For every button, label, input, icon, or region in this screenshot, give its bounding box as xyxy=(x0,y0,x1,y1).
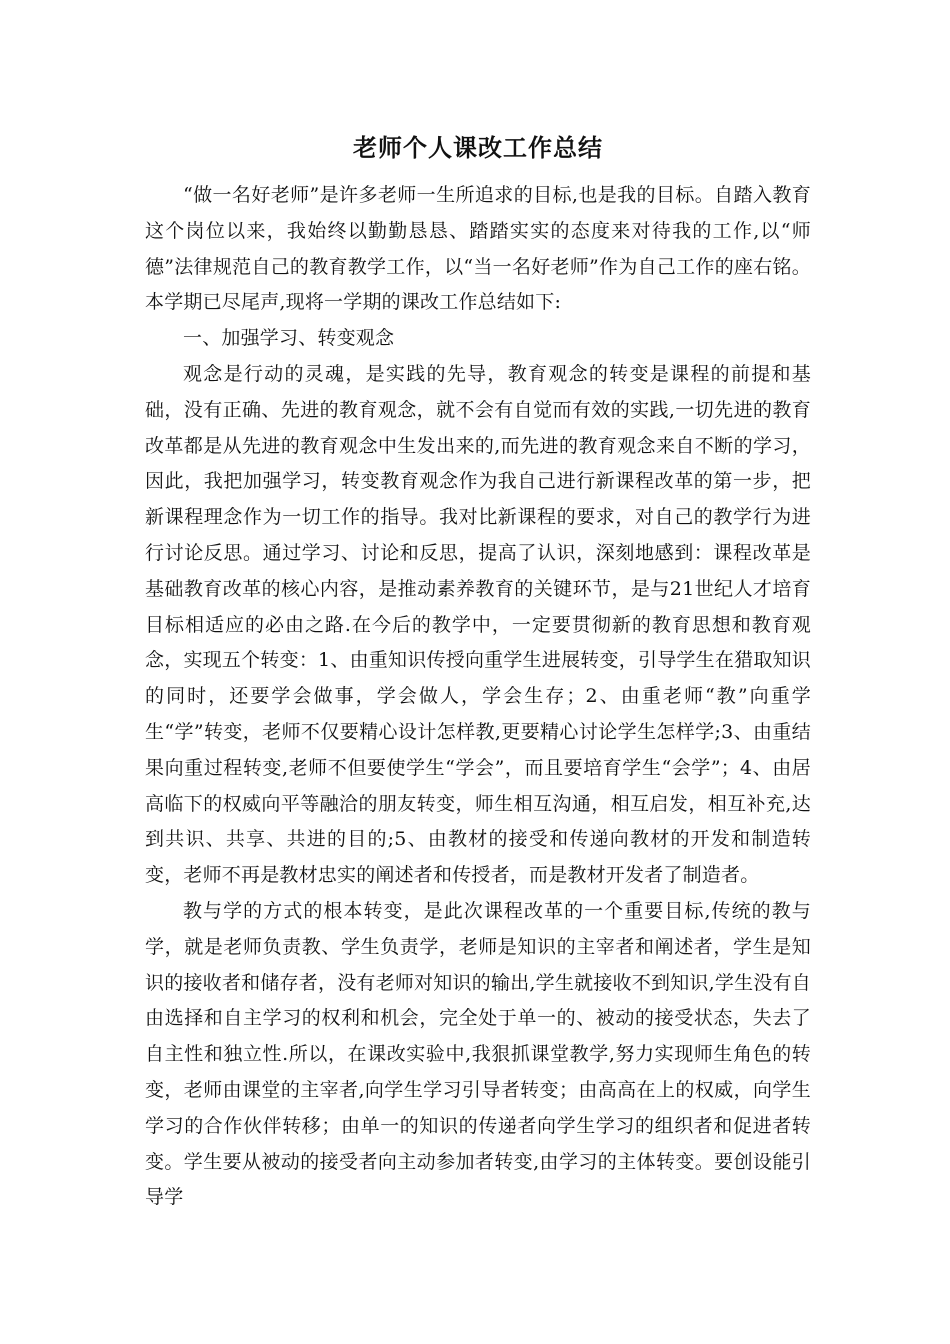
document-title: 老师个人课改工作总结 xyxy=(353,133,603,162)
document-page xyxy=(145,128,811,1216)
body-paragraph: 观念是行动的灵魂，是实践的先导，教育观念的转变是课程的前提和基础，没有正确、先进的教育观念，就不会有自觉而有效的实践,一切先进的教育改革都是从先进的教育观念中生发出来的,而先进的教育观念来自不断的学习，因此，我把加强学习，转变教育观念作为我自己进行新课程改革的第一步，把新课程理念作为一切工作的指导。我对比新课程的要求，对自己的教学行为进行讨论反思。通过学习、讨论和反思，提高了认识，深刻地感到：课程改革是基础教育改革的核心内容，是推动素养教育的关键环节，是与21世纪人才培育目标相适应的必由之路.在今后的教学中，一定要贯彻新的教育思想和教育观念，实现五个转变：1、由重知识传授向重学生进展转变，引导学生在猎取知识的同时，还要学会做事，学会做人，学会生存；2、由重老师“教”向重学生“学”转变，老师不仅要精心设计怎样教,更要精心讨论学生怎样学;3、由重结果向重过程转变,老师不但要使学生“学会”，而且要培育学生“会学”；4、由居高临下的权威向平等融洽的朋友转变，师生相互沟通，相互启发，相互补充,达到共识、共享、共进的目的;5、由教材的接受和传递向教材的开发和制造转变，老师不再是教材忠实的阐述者和传授者，而是教材开发者了制造者。 xyxy=(145,362,811,887)
section-heading: 一、加强学习、转变观念 xyxy=(183,327,395,350)
intro-paragraph: “做一名好老师”是许多老师一生所追求的目标,也是我的目标。自踏入教育这个岗位以来，我始终以勤勤恳恳、踏踏实实的态度来对待我的工作,以“师德”法律规范自己的教育教学工作，以“当一名好老师”作为自己工作的座右铭。本学期已尽尾声,现将一学期的课改工作总结如下: xyxy=(145,184,811,314)
body-paragraph: 教与学的方式的根本转变，是此次课程改革的一个重要目标,传统的教与学，就是老师负责教、学生负责学，老师是知识的主宰者和阐述者，学生是知识的接收者和储存者，没有老师对知识的输出,学生就接收不到知识,学生没有自由选择和自主学习的权利和机会，完全处于单一的、被动的接受状态，失去了自主性和独立性.所以，在课改实验中,我狠抓课堂教学,努力实现师生角色的转变，老师由课堂的主宰者,向学生学习引导者转变；由高高在上的权威，向学生学习的合作伙伴转移；由单一的知识的传递者向学生学习的组织者和促进者转变。学生要从被动的接受者向主动参加者转变,由学习的主体转变。要创设能引导学 xyxy=(145,899,811,1209)
